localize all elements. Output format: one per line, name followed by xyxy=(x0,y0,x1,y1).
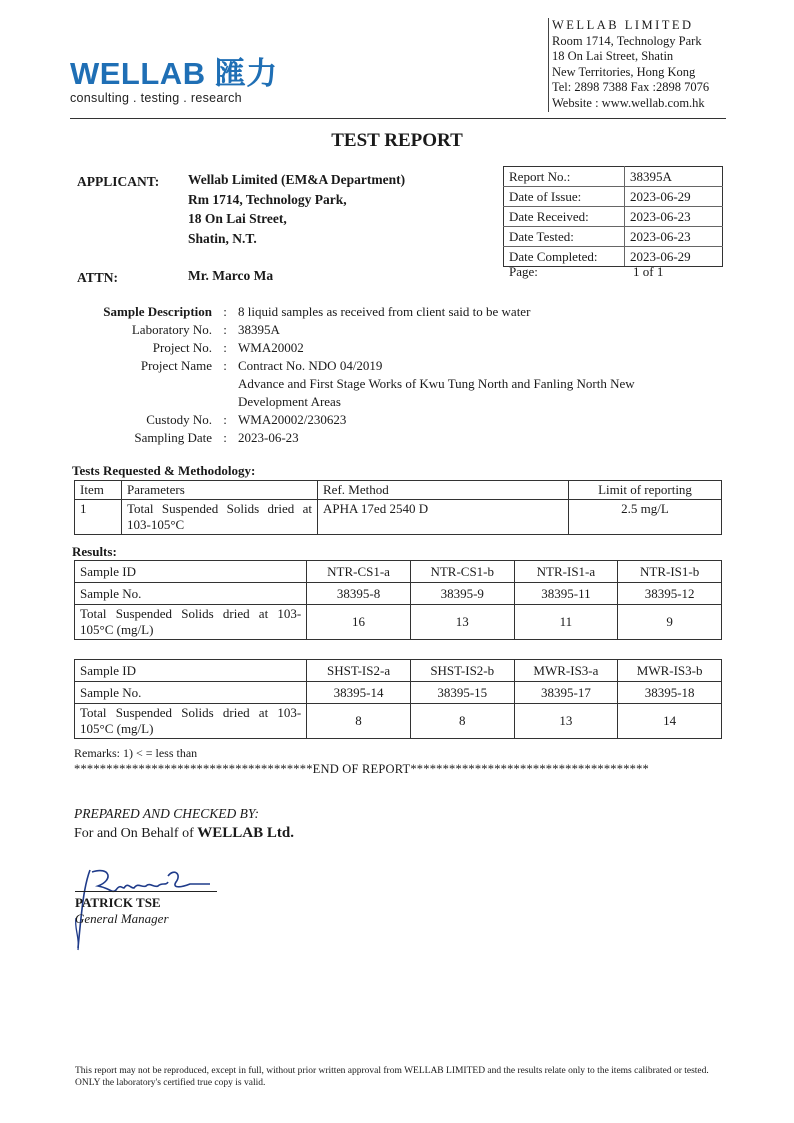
website-line: Website : www.wellab.com.hk xyxy=(552,95,705,110)
tss-cell: 13 xyxy=(410,605,514,640)
project-name-line: Development Areas xyxy=(238,394,341,409)
sample-id-cell: SHST-IS2-b xyxy=(410,660,514,682)
results-heading: Results: xyxy=(72,544,117,559)
signer-title: General Manager xyxy=(75,911,169,926)
tss-cell: 14 xyxy=(618,704,722,739)
project-name-line: Contract No. NDO 04/2019 xyxy=(238,358,383,373)
sample-no-cell: 38395-14 xyxy=(307,682,411,704)
applicant-label: APPLICANT: xyxy=(77,174,160,189)
custody-row: Custody No. : WMA20002/230623 xyxy=(72,411,698,429)
sample-id-cell: NTR-IS1-a xyxy=(514,561,618,583)
info-value: 38395A xyxy=(625,167,723,187)
lab-no-value: 38395A xyxy=(238,322,280,337)
sample-id-row xyxy=(75,561,722,583)
applicant-line: 18 On Lai Street, xyxy=(188,211,287,226)
applicant-line: Rm 1714, Technology Park, xyxy=(188,191,347,207)
signer-name: PATRICK TSE xyxy=(75,895,161,910)
report-title: TEST REPORT xyxy=(331,130,463,151)
sample-id-cell: MWR-IS3-b xyxy=(618,660,722,682)
row-label: Sample ID xyxy=(75,561,307,583)
report-info-row xyxy=(504,167,723,187)
sample-desc-value: 8 liquid samples as received from client said to be water xyxy=(238,304,531,319)
tss-row xyxy=(75,605,722,640)
report-info-row xyxy=(504,207,723,227)
address-line: 18 On Lai Street, Shatin xyxy=(552,49,674,64)
limit-cell: 2.5 mg/L xyxy=(569,500,722,535)
sampling-date-row: Sampling Date : 2023-06-23 xyxy=(72,429,698,447)
sample-id-cell: MWR-IS3-a xyxy=(514,660,618,682)
info-label: Date Completed: xyxy=(504,247,625,267)
address-line: New Territories, Hong Kong xyxy=(552,64,696,79)
page-label: Page: xyxy=(509,264,538,279)
row-label: Total Suspended Solids dried at 103-105°C (mg/L) xyxy=(75,704,307,739)
col-header: Item xyxy=(75,481,122,500)
sample-id-cell: NTR-CS1-b xyxy=(410,561,514,583)
info-value: 2023-06-23 xyxy=(625,227,723,247)
sample-no-cell: 38395-15 xyxy=(410,682,514,704)
results-table-1 xyxy=(74,560,722,640)
results-table-2 xyxy=(74,659,722,739)
address-line: Room 1714, Technology Park xyxy=(552,33,702,48)
sample-desc-row: Sample Description : 8 liquid samples as received from client said to be water xyxy=(72,303,698,321)
sample-no-cell: 38395-17 xyxy=(514,682,618,704)
info-label: Date of Issue: xyxy=(504,187,625,207)
sample-no-cell: 38395-18 xyxy=(618,682,722,704)
item-cell: 1 xyxy=(75,500,122,535)
company-logo xyxy=(70,58,278,105)
method-cell: APHA 17ed 2540 D xyxy=(318,500,569,535)
applicant-line: Wellab Limited (EM&A Department) xyxy=(188,172,406,187)
sample-no-row xyxy=(75,583,722,605)
footer-disclaimer: This report may not be reproduced, except in full, without prior written approval from WELLAB LIMITED and the results relate only to the items calibrated or tested. ONLY the laboratory's certified true copy is valid. xyxy=(75,1066,709,1088)
prepared-by-label: PREPARED AND CHECKED BY: xyxy=(74,806,259,821)
col-header: Ref. Method xyxy=(318,481,569,500)
remarks: Remarks: 1) < = less than xyxy=(74,746,198,760)
sample-desc-label: Sample Description xyxy=(103,304,212,319)
row-label: Total Suspended Solids dried at 103-105°C (mg/L) xyxy=(75,605,307,640)
report-info-box xyxy=(503,166,723,267)
attn-name: Mr. Marco Ma xyxy=(188,268,274,283)
sample-no-cell: 38395-12 xyxy=(618,583,722,605)
info-value: 2023-06-29 xyxy=(625,187,723,207)
sample-no-cell: 38395-11 xyxy=(514,583,618,605)
col-header: Parameters xyxy=(122,481,318,500)
tests-header-row xyxy=(75,481,722,500)
parameter-cell: Total Suspended Solids dried at 103-105°C xyxy=(122,500,318,535)
row-label: Sample No. xyxy=(75,583,307,605)
attn-label: ATTN: xyxy=(77,270,119,285)
sampling-date-value: 2023-06-23 xyxy=(238,430,299,445)
company-name: WELLAB LIMITED xyxy=(552,18,694,32)
tests-heading: Tests Requested & Methodology: xyxy=(72,463,256,478)
info-label: Report No.: xyxy=(504,167,625,187)
applicant-address xyxy=(188,170,405,248)
info-value: 2023-06-23 xyxy=(625,207,723,227)
row-label: Sample No. xyxy=(75,682,307,704)
report-info-row xyxy=(504,187,723,207)
row-label: Sample ID xyxy=(75,660,307,682)
sample-no-cell: 38395-9 xyxy=(410,583,514,605)
logo-tagline: consulting . testing . research xyxy=(70,91,242,105)
sampling-date-label: Sampling Date xyxy=(134,430,212,445)
report-info-row xyxy=(504,227,723,247)
tss-cell: 16 xyxy=(307,605,411,640)
col-header: Limit of reporting xyxy=(569,481,722,500)
project-no-row: Project No. : WMA20002 xyxy=(72,339,698,357)
sample-id-cell: SHST-IS2-a xyxy=(307,660,411,682)
page-value: 1 of 1 xyxy=(633,264,664,279)
project-name-row: Project Name : Contract No. NDO 04/2019 Advance and First Stage Works of Kwu Tung North and Fanling North New Development Areas xyxy=(72,357,698,411)
contact-line: Tel: 2898 7388 Fax :2898 7076 xyxy=(552,80,710,95)
tss-cell: 8 xyxy=(410,704,514,739)
sample-id-cell: NTR-CS1-a xyxy=(307,561,411,583)
custody-label: Custody No. xyxy=(146,412,212,427)
sample-id-row xyxy=(75,660,722,682)
lab-no-row: Laboratory No. : 38395A xyxy=(72,321,698,339)
project-no-value: WMA20002 xyxy=(238,340,304,355)
header-divider xyxy=(70,118,726,119)
tss-cell: 9 xyxy=(618,605,722,640)
sample-no-cell: 38395-8 xyxy=(307,583,411,605)
company-address-block xyxy=(548,18,709,112)
sample-description-block xyxy=(72,303,698,447)
signature-line xyxy=(75,891,217,892)
tss-cell: 11 xyxy=(514,605,618,640)
lab-no-label: Laboratory No. xyxy=(131,322,212,337)
on-behalf-line xyxy=(74,825,294,842)
tests-table xyxy=(74,480,722,535)
logo-text: WELLAB 匯力 xyxy=(70,56,278,91)
custody-value: WMA20002/230623 xyxy=(238,412,347,427)
info-label: Date Received: xyxy=(504,207,625,227)
end-of-report: *************************************END OF REPORT************************************* xyxy=(74,762,649,776)
project-no-label: Project No. xyxy=(152,340,212,355)
applicant-line: Shatin, N.T. xyxy=(188,230,257,246)
sample-no-row xyxy=(75,682,722,704)
sample-id-cell: NTR-IS1-b xyxy=(618,561,722,583)
project-name-value xyxy=(238,357,698,411)
info-label: Date Tested: xyxy=(504,227,625,247)
tss-cell: 8 xyxy=(307,704,411,739)
tss-cell: 13 xyxy=(514,704,618,739)
project-name-label: Project Name xyxy=(140,358,212,373)
info-value: 2023-06-29 xyxy=(625,247,723,267)
tests-row xyxy=(75,500,722,535)
tss-row xyxy=(75,704,722,739)
behalf-company: WELLAB Ltd. xyxy=(197,825,294,841)
behalf-prefix: For and On Behalf of xyxy=(74,826,194,841)
project-name-line: Advance and First Stage Works of Kwu Tung North and Fanling North New xyxy=(238,376,635,391)
